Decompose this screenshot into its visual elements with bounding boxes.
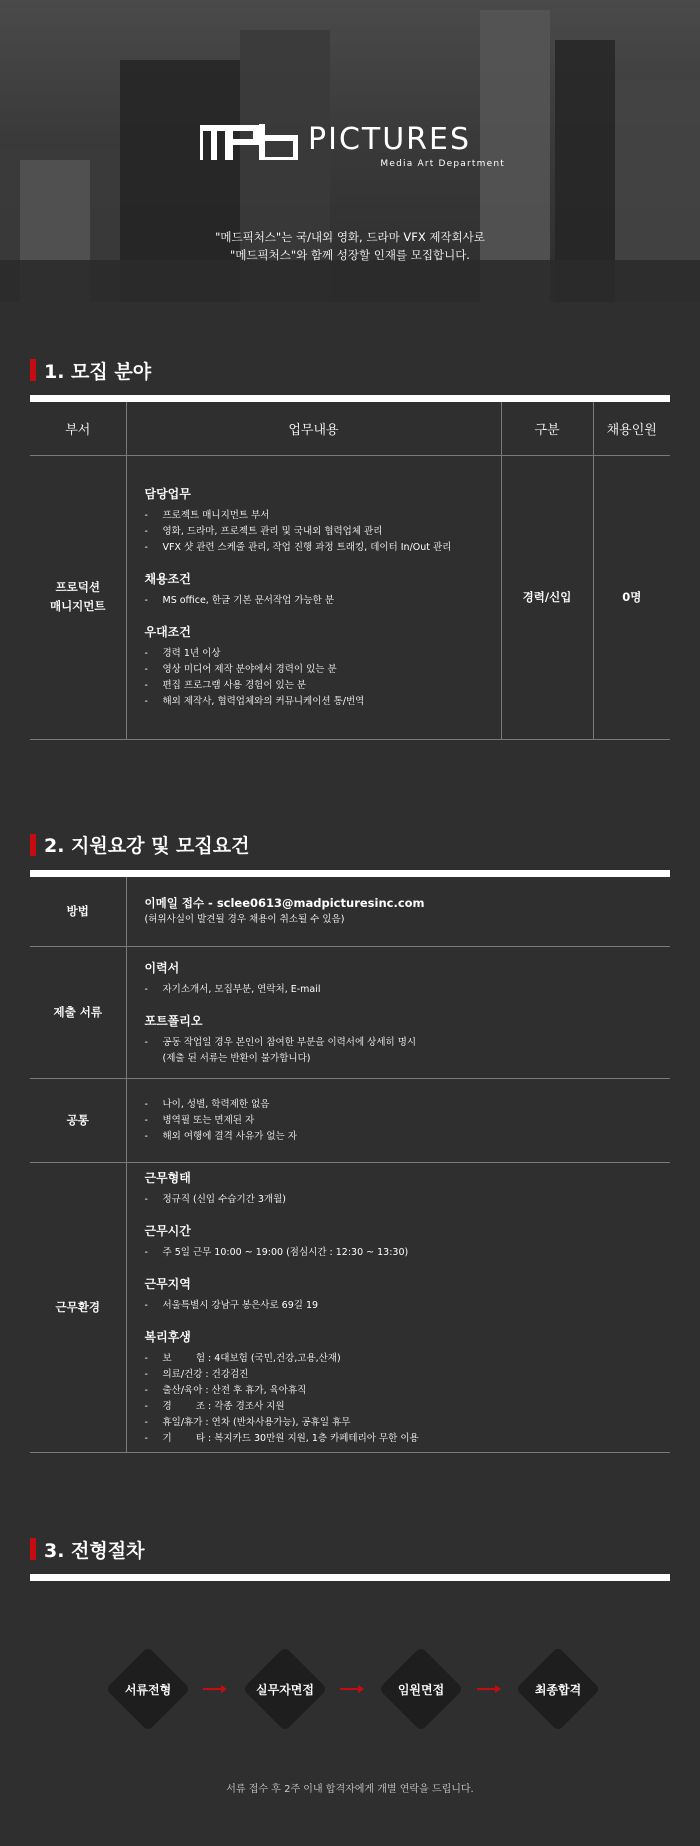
- duties-cell: [126, 455, 501, 739]
- intro-text: [0, 228, 700, 264]
- list-item: - 해외 제작사, 협력업체와의 커뮤니케이션 통/번역: [144, 695, 365, 707]
- docs-label: 제출 서류: [30, 947, 126, 1079]
- table-header-row: [30, 402, 670, 455]
- application-table: [30, 877, 670, 1454]
- method-cell: [126, 877, 670, 947]
- list-item: - 경력 1년 이상: [144, 647, 221, 659]
- list-item: (제출 된 서류는 반환이 불가합니다): [162, 1052, 311, 1064]
- list-item: - 주 5일 근무 10:00 ~ 19:00 (점심시간 : 12:30 ~ 13:30): [144, 1246, 409, 1258]
- process-step: [243, 1647, 327, 1731]
- preferences-title: 우대조건: [144, 624, 191, 639]
- brand-logo: [200, 122, 505, 170]
- list-item: - 자기소개서, 모집부분, 연락처, E-mail: [144, 983, 321, 995]
- title-accent-bar: [30, 834, 36, 856]
- list-item: - 보 험 : 4대보험 (국민,건강,고용,산재): [144, 1352, 341, 1364]
- list-item: - 기 타 : 복지카드 30만원 지원, 1층 카페테리아 무한 이용: [144, 1432, 419, 1444]
- method-label: 방법: [30, 877, 126, 947]
- arrow-right-icon: [477, 1688, 499, 1690]
- requirements-title: 채용조건: [144, 571, 191, 586]
- section-process: [0, 1537, 700, 1767]
- dept-cell: [30, 455, 126, 739]
- table-row: [30, 877, 670, 947]
- section-title: [30, 1537, 670, 1561]
- list-item: - MS office, 한글 기본 문서작업 가능한 분: [144, 594, 335, 606]
- count-cell: 0명: [593, 455, 670, 739]
- section-title-text: 2. 지원요강 및 모집요건: [44, 835, 250, 857]
- title-accent-bar: [30, 1538, 36, 1560]
- list-item: - 나이, 성별, 학력제한 없음: [144, 1098, 270, 1110]
- list-item: - 공동 작업일 경우 본인이 참여한 부분을 이력서에 상세히 명시: [144, 1036, 417, 1048]
- env-label: 근무환경: [30, 1163, 126, 1453]
- section-title: [30, 358, 670, 382]
- list-item: - 경 조 : 각종 경조사 지원: [144, 1400, 285, 1412]
- table-row: [30, 1163, 670, 1453]
- list-item: - 병역필 또는 면제된 자: [144, 1114, 255, 1126]
- arrow-right-icon: [340, 1688, 362, 1690]
- worktype-title: 근무형태: [144, 1170, 191, 1185]
- process-steps: [30, 1647, 670, 1767]
- location-title: 근무지역: [144, 1276, 191, 1291]
- arrow-right-icon: [203, 1688, 225, 1690]
- duties-title: 담당업무: [144, 486, 191, 501]
- header-duties: 업무내용: [126, 402, 501, 455]
- section-title: [30, 833, 670, 857]
- divider: [30, 870, 670, 877]
- section-recruit-field: [0, 358, 700, 740]
- header-count: 채용인원: [593, 402, 670, 455]
- title-accent-bar: [30, 359, 36, 381]
- brand-wordmark: PICTURES: [308, 122, 472, 157]
- intro-line: "메드픽처스"와 함께 성장할 인재를 모집합니다.: [230, 248, 470, 262]
- list-item: - 의료/건강 : 건강검진: [144, 1368, 249, 1380]
- process-step: [379, 1647, 463, 1731]
- common-cell: [126, 1079, 670, 1163]
- list-item: - 편집 프로그램 사용 경험이 있는 분: [144, 679, 307, 691]
- portfolio-title: 포트폴리오: [144, 1013, 203, 1028]
- mpb-logo-mark: [200, 124, 298, 160]
- docs-cell: [126, 947, 670, 1079]
- table-row: [30, 455, 670, 739]
- list-item: - 영상 미디어 제작 분야에서 경력이 있는 분: [144, 663, 337, 675]
- worktime-title: 근무시간: [144, 1223, 191, 1238]
- step-label: 최종합격: [534, 1683, 582, 1697]
- method-note: (허위사실이 발견될 경우 채용이 취소될 수 있음): [144, 914, 345, 926]
- header-dept: 부서: [30, 402, 126, 455]
- email-contact: 이메일 접수 - sclee0613@madpicturesinc.com: [144, 896, 425, 911]
- resume-title: 이력서: [144, 960, 180, 975]
- section-title-text: 1. 모집 분야: [44, 360, 152, 383]
- list-item: - 서울특별시 강남구 봉은사로 69길 19: [144, 1299, 319, 1311]
- brand-subtitle: Media Art Department: [380, 159, 505, 169]
- list-item: - 휴일/휴가 : 연차 (반차사용가능), 공휴일 휴무: [144, 1416, 351, 1428]
- table-row: [30, 1079, 670, 1163]
- ground-shadow: [0, 260, 700, 302]
- process-step: [106, 1647, 190, 1731]
- step-label: 실무자면접: [256, 1683, 314, 1697]
- divider: [30, 1574, 670, 1581]
- list-item: - 프로젝트 매니지먼트 부서: [144, 509, 270, 521]
- process-step: [516, 1647, 600, 1731]
- list-item: - VFX 샷 관련 스케줄 관리, 작업 진행 과정 트래킹, 데이터 In/Out 관리: [144, 541, 452, 553]
- step-label: 임원면접: [397, 1683, 445, 1697]
- section-application: [0, 833, 700, 1454]
- list-item: - 해외 여행에 결격 사유가 없는 자: [144, 1130, 297, 1142]
- dept-name: 매니지먼트: [49, 599, 106, 613]
- welfare-title: 복리후생: [144, 1329, 191, 1344]
- hero-banner: [0, 0, 700, 302]
- list-item: - 출산/육아 : 산전 후 휴가, 육아휴직: [144, 1384, 307, 1396]
- common-label: 공통: [30, 1079, 126, 1163]
- header-type: 구분: [501, 402, 593, 455]
- recruit-table: [30, 402, 670, 740]
- table-row: [30, 947, 670, 1079]
- env-cell: [126, 1163, 670, 1453]
- divider: [30, 395, 670, 402]
- intro-line: "메드픽처스"는 국/내외 영화, 드라마 VFX 제작회사로: [215, 230, 485, 244]
- type-cell: 경력/신입: [501, 455, 593, 739]
- list-item: - 영화, 드라마, 프로젝트 관리 및 국내외 협력업체 관리: [144, 525, 383, 537]
- list-item: - 정규직 (신입 수습기간 3개월): [144, 1193, 286, 1205]
- dept-name: 프로덕션: [55, 580, 100, 594]
- step-label: 서류전형: [124, 1683, 172, 1697]
- section-title-text: 3. 전형절차: [44, 1539, 145, 1562]
- process-footer-note: 서류 접수 후 2주 이내 합격자에게 개별 연락을 드립니다.: [226, 1784, 474, 1795]
